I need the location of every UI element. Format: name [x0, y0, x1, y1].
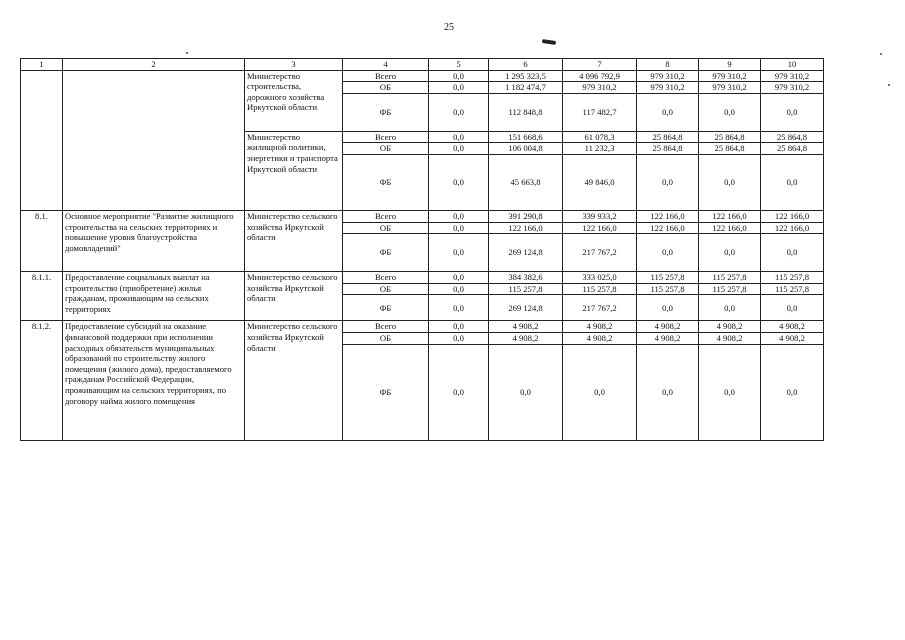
value-cell: 25 864,8	[761, 143, 824, 155]
value-cell: 0,0	[637, 234, 699, 272]
value-cell: 979 310,2	[563, 82, 637, 94]
column-header: 6	[489, 59, 563, 71]
scan-artifact-dot	[186, 52, 188, 54]
value-cell: 0,0	[761, 234, 824, 272]
item-name: Предоставление социальных выплат на строительство (приобретение) жилья гражданам, проживающим на сельских территориях	[63, 272, 245, 321]
value-cell: 4 908,2	[563, 332, 637, 344]
scan-artifact-dot	[888, 84, 890, 86]
funding-source: Всего	[343, 272, 429, 284]
value-cell: 4 908,2	[699, 332, 761, 344]
responsible-ministry: Министерство жилищной политики, энергетики и транспорта Иркутской области	[245, 131, 343, 210]
funding-source: ОБ	[343, 332, 429, 344]
funding-source: ФБ	[343, 234, 429, 272]
value-cell: 339 933,2	[563, 210, 637, 222]
column-header: 3	[245, 59, 343, 71]
value-cell: 25 864,8	[699, 131, 761, 143]
value-cell: 4 908,2	[761, 321, 824, 333]
funding-source: ФБ	[343, 295, 429, 321]
column-header: 7	[563, 59, 637, 71]
funding-source: Всего	[343, 210, 429, 222]
funding-source: ОБ	[343, 143, 429, 155]
value-cell: 0,0	[761, 295, 824, 321]
value-cell: 11 232,3	[563, 143, 637, 155]
value-cell: 122 166,0	[489, 222, 563, 234]
value-cell: 4 908,2	[637, 332, 699, 344]
value-cell: 0,0	[429, 70, 489, 82]
value-cell: 0,0	[429, 222, 489, 234]
value-cell: 1 295 323,5	[489, 70, 563, 82]
value-cell: 115 257,8	[563, 283, 637, 295]
value-cell: 0,0	[429, 131, 489, 143]
value-cell: 0,0	[761, 154, 824, 210]
value-cell: 384 382,6	[489, 272, 563, 284]
value-cell: 115 257,8	[489, 283, 563, 295]
value-cell: 979 310,2	[761, 70, 824, 82]
funding-source: ОБ	[343, 283, 429, 295]
value-cell: 979 310,2	[637, 70, 699, 82]
item-name	[63, 70, 245, 210]
value-cell: 333 025,0	[563, 272, 637, 284]
scan-artifact-mark	[542, 39, 556, 45]
value-cell: 1 182 474,7	[489, 82, 563, 94]
value-cell: 122 166,0	[563, 222, 637, 234]
value-cell: 122 166,0	[761, 222, 824, 234]
value-cell: 217 767,2	[563, 234, 637, 272]
value-cell: 0,0	[429, 332, 489, 344]
value-cell: 115 257,8	[637, 283, 699, 295]
value-cell: 0,0	[699, 234, 761, 272]
column-header: 2	[63, 59, 245, 71]
value-cell: 0,0	[489, 344, 563, 440]
value-cell: 0,0	[429, 344, 489, 440]
funding-source: Всего	[343, 131, 429, 143]
value-cell: 115 257,8	[761, 272, 824, 284]
value-cell: 0,0	[637, 295, 699, 321]
value-cell: 0,0	[429, 210, 489, 222]
table-row	[21, 321, 824, 333]
value-cell: 115 257,8	[699, 272, 761, 284]
value-cell: 0,0	[637, 344, 699, 440]
value-cell: 4 908,2	[563, 321, 637, 333]
value-cell: 0,0	[637, 93, 699, 131]
value-cell: 122 166,0	[699, 210, 761, 222]
value-cell: 979 310,2	[761, 82, 824, 94]
value-cell: 115 257,8	[761, 283, 824, 295]
funding-source: Всего	[343, 70, 429, 82]
value-cell: 49 846,0	[563, 154, 637, 210]
table-body	[21, 59, 824, 441]
item-name: Предоставление субсидий на оказание финансовой поддержки при исполнении расходных обязательств муниципальных образований по строительству жилого помещения (жилого дома), предоставляемого гражданам Российской Федерации, проживающим на сельских территориях, по договору найма жилого помещения	[63, 321, 245, 440]
value-cell: 0,0	[699, 344, 761, 440]
value-cell: 112 848,8	[489, 93, 563, 131]
value-cell: 979 310,2	[699, 82, 761, 94]
item-code: 8.1.	[21, 210, 63, 271]
value-cell: 979 310,2	[699, 70, 761, 82]
value-cell: 151 668,6	[489, 131, 563, 143]
funding-source: ФБ	[343, 93, 429, 131]
value-cell: 0,0	[699, 154, 761, 210]
value-cell: 25 864,8	[699, 143, 761, 155]
column-header: 10	[761, 59, 824, 71]
item-name: Основное мероприятие "Развитие жилищного строительства на сельских территориях и повышение уровня благоустройства домовладений"	[63, 210, 245, 271]
value-cell: 25 864,8	[761, 131, 824, 143]
responsible-ministry: Министерство сельского хозяйства Иркутской области	[245, 210, 343, 271]
value-cell: 217 767,2	[563, 295, 637, 321]
value-cell: 391 290,8	[489, 210, 563, 222]
value-cell: 4 908,2	[699, 321, 761, 333]
budget-table	[20, 58, 824, 441]
scan-artifact-dot	[880, 53, 882, 55]
value-cell: 0,0	[429, 295, 489, 321]
value-cell: 0,0	[429, 283, 489, 295]
value-cell: 117 482,7	[563, 93, 637, 131]
value-cell: 0,0	[429, 154, 489, 210]
table-row	[21, 210, 824, 222]
value-cell: 122 166,0	[637, 222, 699, 234]
value-cell: 0,0	[761, 344, 824, 440]
column-header: 9	[699, 59, 761, 71]
funding-source: ФБ	[343, 344, 429, 440]
value-cell: 45 663,8	[489, 154, 563, 210]
value-cell: 106 004,8	[489, 143, 563, 155]
value-cell: 0,0	[761, 93, 824, 131]
item-code: 8.1.2.	[21, 321, 63, 440]
responsible-ministry: Министерство строительства, дорожного хозяйства Иркутской области	[245, 70, 343, 131]
value-cell: 269 124,8	[489, 295, 563, 321]
value-cell: 4 096 792,9	[563, 70, 637, 82]
value-cell: 0,0	[429, 93, 489, 131]
funding-source: Всего	[343, 321, 429, 333]
value-cell: 979 310,2	[637, 82, 699, 94]
funding-source: ОБ	[343, 222, 429, 234]
funding-source: ФБ	[343, 154, 429, 210]
value-cell: 0,0	[429, 143, 489, 155]
column-header: 4	[343, 59, 429, 71]
value-cell: 122 166,0	[637, 210, 699, 222]
value-cell: 122 166,0	[699, 222, 761, 234]
header-row	[21, 59, 824, 71]
value-cell: 61 078,3	[563, 131, 637, 143]
value-cell: 4 908,2	[761, 332, 824, 344]
value-cell: 4 908,2	[489, 321, 563, 333]
responsible-ministry: Министерство сельского хозяйства Иркутской области	[245, 272, 343, 321]
item-code: 8.1.1.	[21, 272, 63, 321]
table-row	[21, 272, 824, 284]
value-cell: 4 908,2	[489, 332, 563, 344]
responsible-ministry: Министерство сельского хозяйства Иркутской области	[245, 321, 343, 440]
value-cell: 122 166,0	[761, 210, 824, 222]
value-cell: 0,0	[429, 321, 489, 333]
value-cell: 0,0	[637, 154, 699, 210]
value-cell: 0,0	[429, 272, 489, 284]
value-cell: 0,0	[699, 93, 761, 131]
funding-source: ОБ	[343, 82, 429, 94]
page-number: 25	[444, 22, 454, 33]
value-cell: 269 124,8	[489, 234, 563, 272]
value-cell: 0,0	[699, 295, 761, 321]
value-cell: 0,0	[429, 234, 489, 272]
column-header: 1	[21, 59, 63, 71]
value-cell: 0,0	[563, 344, 637, 440]
value-cell: 115 257,8	[699, 283, 761, 295]
item-code	[21, 70, 63, 210]
value-cell: 115 257,8	[637, 272, 699, 284]
value-cell: 25 864,8	[637, 131, 699, 143]
column-header: 8	[637, 59, 699, 71]
value-cell: 4 908,2	[637, 321, 699, 333]
column-header: 5	[429, 59, 489, 71]
value-cell: 0,0	[429, 82, 489, 94]
table-row	[21, 70, 824, 82]
value-cell: 25 864,8	[637, 143, 699, 155]
